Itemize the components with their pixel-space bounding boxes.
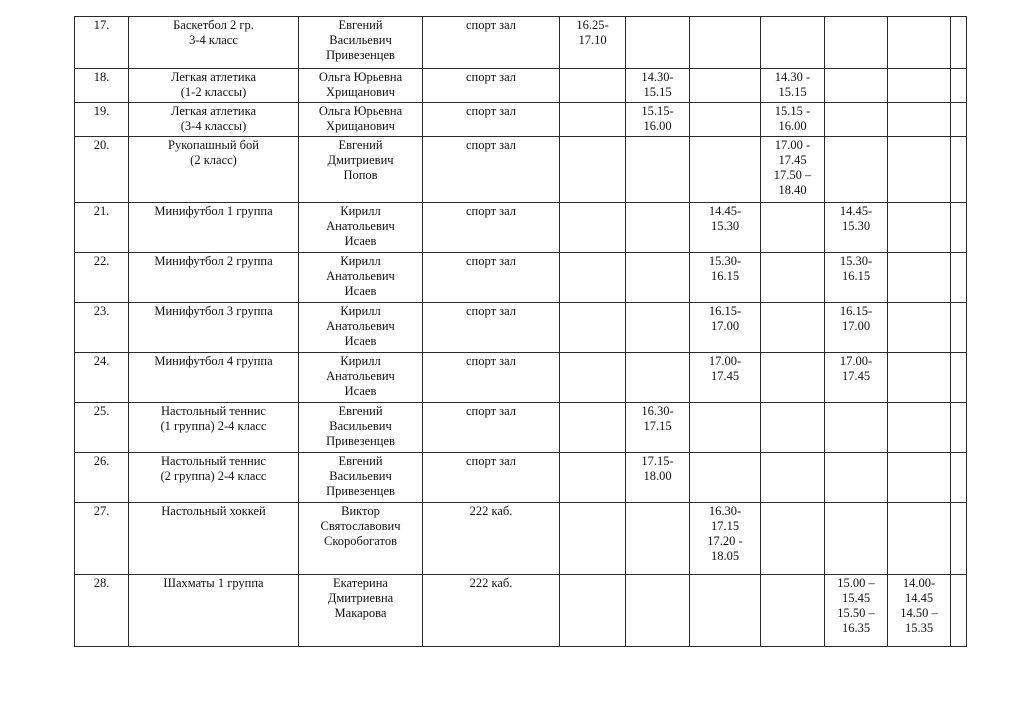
time-cell: 17.15- 18.00 [626, 453, 690, 503]
room-name: спорт зал [423, 203, 560, 253]
time-cell: 16.25- 17.10 [560, 17, 626, 69]
activity-name: Легкая атлетика (1-2 классы) [129, 69, 299, 103]
time-cell: 14.45- 15.30 [825, 203, 888, 253]
time-cell [888, 137, 951, 203]
time-cell [951, 353, 967, 403]
row-number: 21. [75, 203, 129, 253]
time-cell [690, 69, 761, 103]
time-cell [761, 17, 825, 69]
room-name: спорт зал [423, 253, 560, 303]
time-cell [825, 453, 888, 503]
activity-name: Легкая атлетика (3-4 классы) [129, 103, 299, 137]
activity-name: Настольный теннис (2 группа) 2-4 класс [129, 453, 299, 503]
time-cell [690, 103, 761, 137]
time-cell [888, 103, 951, 137]
time-cell [951, 17, 967, 69]
row-number: 22. [75, 253, 129, 303]
room-name: спорт зал [423, 303, 560, 353]
time-cell [560, 203, 626, 253]
time-cell: 15.00 – 15.45 15.50 – 16.35 [825, 575, 888, 647]
time-cell [951, 575, 967, 647]
room-name: спорт зал [423, 453, 560, 503]
room-name: спорт зал [423, 17, 560, 69]
time-cell: 16.30- 17.15 [626, 403, 690, 453]
time-cell: 14.00- 14.45 14.50 – 15.35 [888, 575, 951, 647]
schedule-table [74, 16, 967, 647]
row-number: 26. [75, 453, 129, 503]
time-cell [761, 503, 825, 575]
time-cell [951, 303, 967, 353]
time-cell [825, 17, 888, 69]
time-cell [951, 503, 967, 575]
time-cell [951, 103, 967, 137]
time-cell [560, 253, 626, 303]
teacher-name: Кирилл Анатольевич Исаев [299, 253, 423, 303]
time-cell [560, 303, 626, 353]
time-cell [690, 17, 761, 69]
time-cell: 16.30- 17.15 17.20 - 18.05 [690, 503, 761, 575]
time-cell [761, 203, 825, 253]
row-number: 20. [75, 137, 129, 203]
table-row [75, 203, 967, 253]
room-name: 222 каб. [423, 575, 560, 647]
time-cell [690, 575, 761, 647]
schedule-body [75, 17, 967, 647]
teacher-name: Екатерина Дмитриевна Макарова [299, 575, 423, 647]
time-cell [560, 137, 626, 203]
room-name: спорт зал [423, 69, 560, 103]
time-cell [560, 503, 626, 575]
teacher-name: Кирилл Анатольевич Исаев [299, 303, 423, 353]
table-row [75, 403, 967, 453]
time-cell [951, 137, 967, 203]
time-cell [951, 69, 967, 103]
room-name: спорт зал [423, 353, 560, 403]
row-number: 23. [75, 303, 129, 353]
time-cell [888, 453, 951, 503]
time-cell [690, 453, 761, 503]
room-name: 222 каб. [423, 503, 560, 575]
activity-name: Минифутбол 2 группа [129, 253, 299, 303]
time-cell [951, 203, 967, 253]
activity-name: Шахматы 1 группа [129, 575, 299, 647]
activity-name: Минифутбол 4 группа [129, 353, 299, 403]
time-cell: 17.00 - 17.45 17.50 – 18.40 [761, 137, 825, 203]
table-row [75, 453, 967, 503]
time-cell [761, 575, 825, 647]
room-name: спорт зал [423, 403, 560, 453]
table-row [75, 303, 967, 353]
teacher-name: Евгений Васильевич Привезенцев [299, 403, 423, 453]
activity-name: Настольный хоккей [129, 503, 299, 575]
time-cell [888, 17, 951, 69]
teacher-name: Ольга Юрьевна Хрищанович [299, 69, 423, 103]
time-cell [888, 353, 951, 403]
time-cell [560, 353, 626, 403]
row-number: 18. [75, 69, 129, 103]
time-cell [888, 253, 951, 303]
time-cell: 15.30- 16.15 [825, 253, 888, 303]
table-row [75, 69, 967, 103]
time-cell [626, 503, 690, 575]
time-cell [888, 69, 951, 103]
time-cell [560, 575, 626, 647]
teacher-name: Виктор Святославович Скоробогатов [299, 503, 423, 575]
time-cell [626, 253, 690, 303]
time-cell [560, 453, 626, 503]
time-cell [888, 503, 951, 575]
time-cell [761, 303, 825, 353]
table-row [75, 253, 967, 303]
teacher-name: Кирилл Анатольевич Исаев [299, 203, 423, 253]
time-cell: 14.45- 15.30 [690, 203, 761, 253]
row-number: 17. [75, 17, 129, 69]
time-cell [690, 403, 761, 453]
activity-name: Минифутбол 3 группа [129, 303, 299, 353]
time-cell [626, 353, 690, 403]
time-cell: 14.30- 15.15 [626, 69, 690, 103]
time-cell: 17.00- 17.45 [825, 353, 888, 403]
teacher-name: Евгений Дмитриевич Попов [299, 137, 423, 203]
table-row [75, 353, 967, 403]
time-cell [626, 203, 690, 253]
time-cell [560, 403, 626, 453]
time-cell: 15.15 - 16.00 [761, 103, 825, 137]
time-cell [761, 453, 825, 503]
time-cell [951, 453, 967, 503]
time-cell: 15.30- 16.15 [690, 253, 761, 303]
time-cell [626, 575, 690, 647]
time-cell [951, 253, 967, 303]
time-cell: 16.15- 17.00 [825, 303, 888, 353]
time-cell [951, 403, 967, 453]
table-row [75, 137, 967, 203]
time-cell: 17.00- 17.45 [690, 353, 761, 403]
row-number: 19. [75, 103, 129, 137]
time-cell [825, 103, 888, 137]
table-row [75, 17, 967, 69]
time-cell: 15.15- 16.00 [626, 103, 690, 137]
time-cell [761, 253, 825, 303]
teacher-name: Кирилл Анатольевич Исаев [299, 353, 423, 403]
activity-name: Настольный теннис (1 группа) 2-4 класс [129, 403, 299, 453]
teacher-name: Евгений Васильевич Привезенцев [299, 453, 423, 503]
time-cell [888, 403, 951, 453]
table-row [75, 503, 967, 575]
teacher-name: Ольга Юрьевна Хрищанович [299, 103, 423, 137]
time-cell: 16.15- 17.00 [690, 303, 761, 353]
teacher-name: Евгений Васильевич Привезенцев [299, 17, 423, 69]
room-name: спорт зал [423, 137, 560, 203]
row-number: 27. [75, 503, 129, 575]
activity-name: Рукопашный бой (2 класс) [129, 137, 299, 203]
time-cell [888, 203, 951, 253]
table-row [75, 575, 967, 647]
time-cell [825, 69, 888, 103]
row-number: 28. [75, 575, 129, 647]
time-cell [626, 137, 690, 203]
time-cell [626, 303, 690, 353]
time-cell [888, 303, 951, 353]
time-cell [825, 137, 888, 203]
time-cell [690, 137, 761, 203]
time-cell [761, 403, 825, 453]
time-cell: 14.30 - 15.15 [761, 69, 825, 103]
row-number: 25. [75, 403, 129, 453]
time-cell [825, 503, 888, 575]
table-row [75, 103, 967, 137]
time-cell [560, 69, 626, 103]
time-cell [761, 353, 825, 403]
room-name: спорт зал [423, 103, 560, 137]
time-cell [825, 403, 888, 453]
activity-name: Минифутбол 1 группа [129, 203, 299, 253]
activity-name: Баскетбол 2 гр. 3-4 класс [129, 17, 299, 69]
time-cell [560, 103, 626, 137]
row-number: 24. [75, 353, 129, 403]
time-cell [626, 17, 690, 69]
